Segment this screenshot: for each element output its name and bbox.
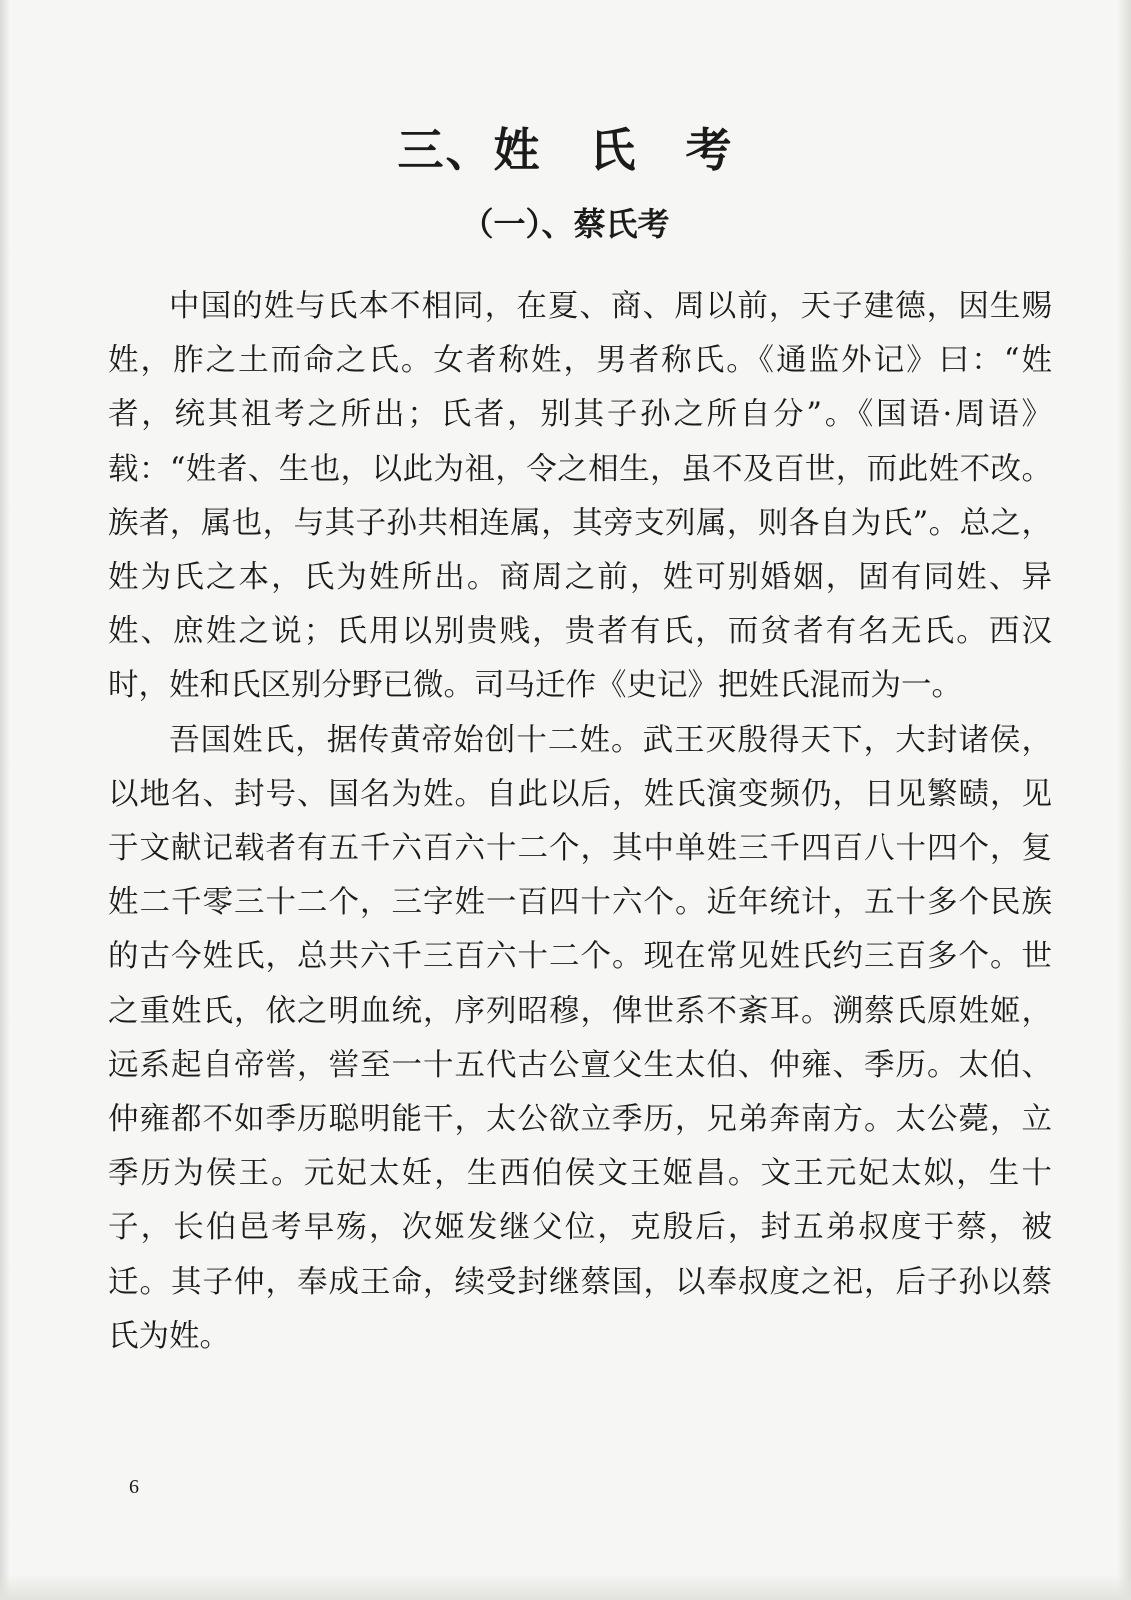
paragraph-2: 吾国姓氏，据传黄帝始创十二姓。武王灭殷得天下，大封诸侯，以地名、封号、国名为姓。自此以后，姓氏演变频仍，日见繁赜，见于文献记载者有五千六百六十二个，其中单姓三千四百八十四个，复姓二千零三十二个，三字姓一百四十六个。近年统计，五十多个民族的古今姓氏，总共六千三百六十二个。现在常见姓氏约三百多个。世之重姓氏，依之明血统，序列昭穆，俾世系不紊耳。溯蔡氏原姓姬，远系起自帝喾，喾至一十五代古公亶父生太伯、仲雍、季历。太伯、仲雍都不如季历聪明能干，太公欲立季历，兄弟奔南方。太公薨，立季历为侯王。元妃太妊，生西伯侯文王姬昌。文王元妃太姒，生十子，长伯邑考早殇，次姬发继父位，克殷后，封五弟叔度于蔡，被迁。其子仲，奉成王命，续受封继蔡国，以奉叔度之祀，后子孙以蔡氏为姓。 [108,722,1052,1354]
scan-edge-bottom [0,1574,1131,1600]
body-text [108,280,1052,1364]
section-title: （一）、蔡氏考 [461,205,670,243]
page-number: 6 [129,1476,139,1498]
paragraph-1: 中国的姓与氏本不相同，在夏、商、周以前，天子建德，因生赐姓，胙之土而命之氏。女者称姓，男者称氏。《通监外记》曰：“姓者，统其祖考之所出；氏者，别其子孙之所自分”。《国语·周语》载：“姓者、生也，以此为祖，令之相生，虽不及百世，而此姓不改。族者，属也，与其子孙共相连属，其旁支列属，则各自为氏”。总之，姓为氏之本，氏为姓所出。商周之前，姓可别婚姻，固有同姓、异姓、庶姓之说；氏用以别贵贱，贵者有氏，而贫者有名无氏。西汉时，姓和氏区别分野已微。司马迁作《史记》把姓氏混而为一。 [108,289,1052,704]
chapter-title: 三、姓 氏 考 [397,123,734,177]
